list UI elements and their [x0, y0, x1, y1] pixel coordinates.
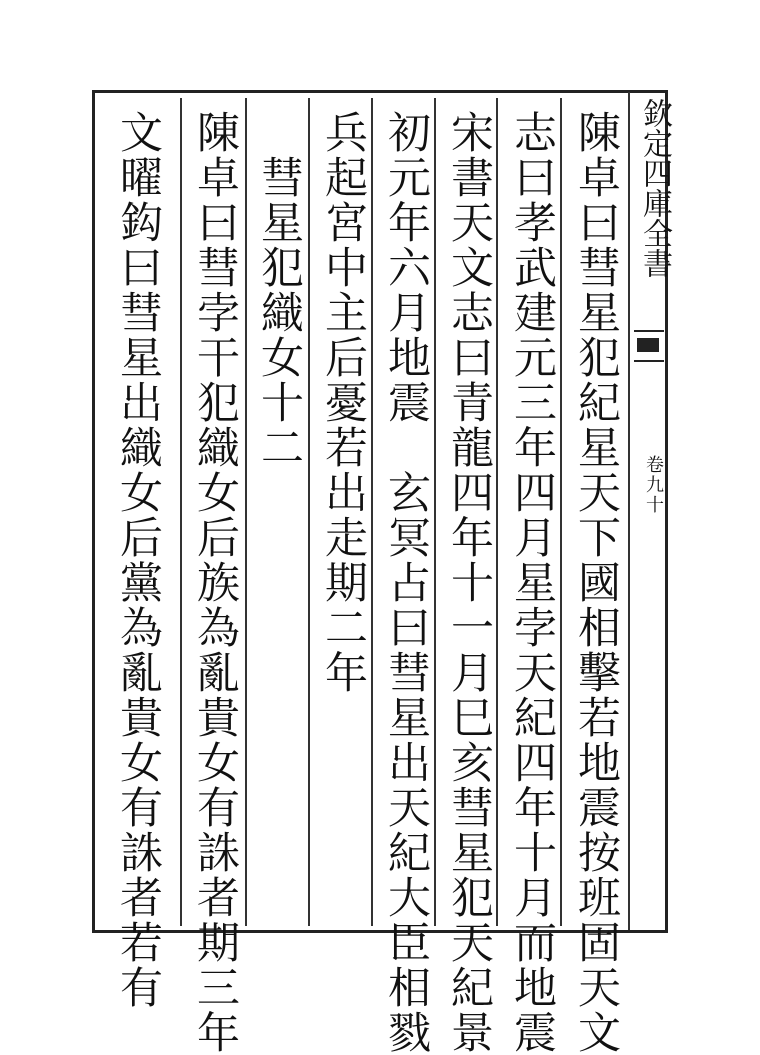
column-rule [180, 98, 182, 926]
text-column: 文曜鈎曰彗星出織女后黨為亂貴女有誅者若有 [113, 110, 163, 1010]
text-column: 兵起宮中主后憂若出走期二年 [318, 110, 368, 695]
column-rule [434, 98, 436, 926]
fishtail-mark [634, 330, 664, 362]
column-rule [371, 98, 373, 926]
text-column: 陳卓曰彗星犯紀星天下國相擊若地震按班固天文 [571, 110, 621, 1055]
column-rule [560, 98, 562, 926]
text-column: 彗星犯織女十二 [254, 110, 304, 470]
column-rule [308, 98, 310, 926]
column-rule [496, 98, 498, 926]
text-column: 初元年六月地震 玄冥占曰彗星出天紀大臣相戮 [381, 110, 431, 1055]
book-title: 欽定四庫全書 [637, 98, 672, 278]
text-column: 志曰孝武建元三年四月星孛天紀四年十月而地震 [507, 110, 557, 1055]
column-rule [245, 98, 247, 926]
volume-number: 卷九十 [643, 455, 664, 515]
text-column: 宋書天文志曰青龍四年十一月巳亥彗星犯天紀景 [444, 110, 494, 1055]
text-column: 陳卓曰彗孛干犯織女后族為亂貴女有誅者期三年 [190, 110, 240, 1055]
